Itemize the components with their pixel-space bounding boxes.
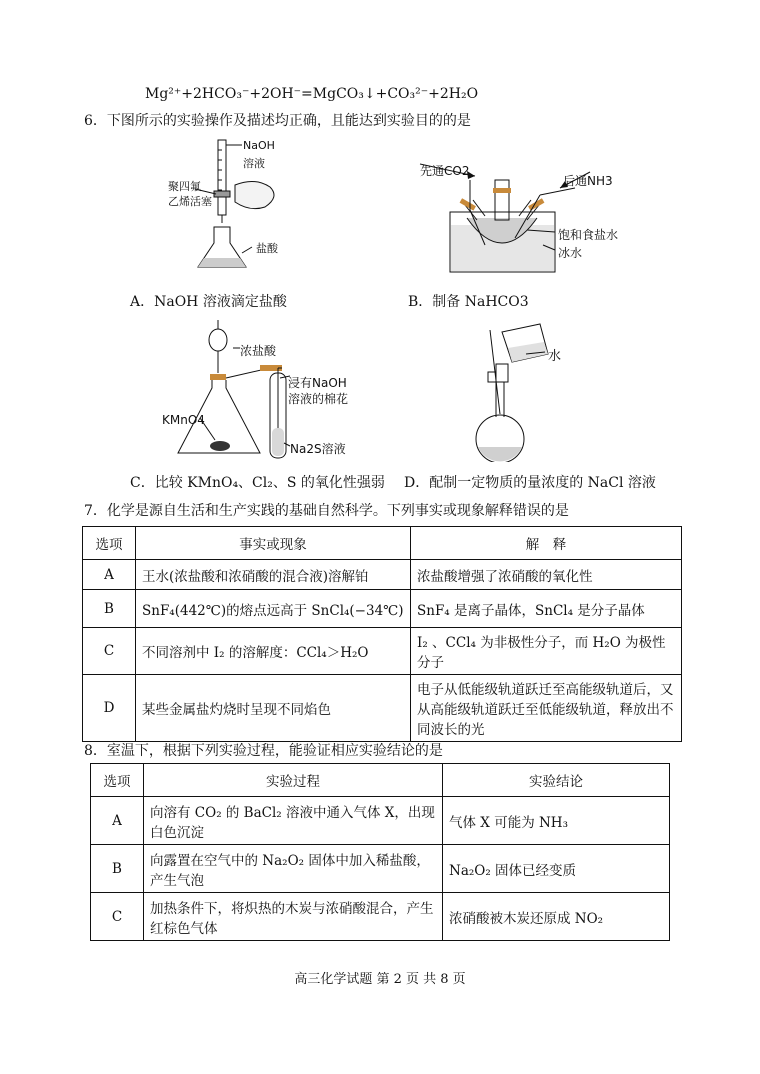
fig-a-label-naoh: NaOH [243,139,275,152]
fact-cell: 某些金属盐灼烧时呈现不同焰色 [136,675,411,742]
fig-c-caption: C．比较 KMnO₄、Cl₂、S 的氧化性强弱 [130,475,385,491]
fig-d-caption: D．配制一定物质的量浓度的 NaCl 溶液 [404,475,656,491]
table-row [91,797,670,845]
table-row [83,675,682,742]
q7-table [82,526,682,742]
header-fact: 事实或现象 [136,527,411,560]
option-d: D [83,675,136,742]
conclusion-cell: Na₂O₂ 固体已经变质 [443,845,670,893]
procedure-cell: 加热条件下，将炽热的木炭与浓硝酸混合，产生红棕色气体 [144,893,443,941]
fig-b-label-co2: 先通CO2 [420,164,470,178]
table-row [91,845,670,893]
header-conclusion: 实验结论 [443,764,670,797]
fig-c-label-na2s: Na2S溶液 [290,442,346,456]
table-row [83,560,682,590]
fig-b-label-brine: 饱和食盐水 [558,228,619,242]
explanation-cell: 浓盐酸增强了浓硝酸的氧化性 [411,560,682,590]
option-a: A [91,797,144,845]
option-b: B [91,845,144,893]
q6-stem: 6．下图所示的实验操作及描述均正确，且能达到实验目的的是 [84,113,471,129]
q7-stem: 7．化学是源自生活和生产实践的基础自然科学。下列事实或现象解释错误的是 [84,503,569,519]
fig-d-label-water: 水 [548,349,562,364]
option-c: C [91,893,144,941]
table-row [83,590,682,628]
conclusion-cell: 浓硝酸被木炭还原成 NO₂ [443,893,670,941]
fig-a-label-solution: 溶液 [243,157,265,170]
explanation-cell: 电子从低能级轨道跃迁至高能级轨道后，又从高能级轨道跃迁至低能级轨道，释放出不同波长的光 [411,675,682,742]
equation-line: Mg²⁺+2HCO₃⁻+2OH⁻=MgCO₃↓+CO₃²⁻+2H₂O [145,86,479,102]
table-row [91,893,670,941]
explanation-cell: I₂ 、CCl₄ 为非极性分子，而 H₂O 为极性分子 [411,628,682,675]
header-option: 选项 [83,527,136,560]
option-c: C [83,628,136,675]
header-procedure: 实验过程 [144,764,443,797]
table-header-row [83,527,682,560]
header-explanation: 解 释 [411,527,682,560]
fig-a-label-acid: 盐酸 [256,242,278,255]
fig-a-caption: A．NaOH 溶液滴定盐酸 [130,294,287,310]
page-footer: 高三化学试题 第 2 页 共 8 页 [294,972,466,987]
fact-cell: SnF₄(442℃)的熔点远高于 SnCl₄(−34℃) [136,590,411,628]
fig-c-label-hcl: 浓盐酸 [240,344,277,358]
table-row [83,628,682,675]
table-header-row [91,764,670,797]
fig-a-label-valve-1: 聚四氟 [168,180,201,193]
fig-c-label-cotton-1: 浸有NaOH [288,376,347,390]
header-option: 选项 [91,764,144,797]
fig-a-label-valve-2: 乙烯活塞 [168,195,212,208]
fig-c-label-cotton-2: 溶液的棉花 [288,392,349,406]
procedure-cell: 向溶有 CO₂ 的 BaCl₂ 溶液中通入气体 X，出现白色沉淀 [144,797,443,845]
procedure-cell: 向露置在空气中的 Na₂O₂ 固体中加入稀盐酸，产生气泡 [144,845,443,893]
fig-b-caption: B．制备 NaHCO3 [408,294,529,310]
option-a: A [83,560,136,590]
explanation-cell: SnF₄ 是离子晶体，SnCl₄ 是分子晶体 [411,590,682,628]
fig-b-label-ice-water: 冰水 [558,246,583,260]
fig-b-label-nh3: 后通NH3 [563,174,613,188]
fact-cell: 王水(浓盐酸和浓硝酸的混合液)溶解铂 [136,560,411,590]
fig-c-label-kmno4: KMnO4 [162,413,205,427]
q8-stem: 8．室温下，根据下列实验过程，能验证相应实验结论的是 [84,743,443,759]
figure-d-volumetric-flask [460,322,570,462]
fact-cell: 不同溶剂中 I₂ 的溶解度：CCl₄＞H₂O [136,628,411,675]
q8-table [90,763,670,941]
conclusion-cell: 气体 X 可能为 NH₃ [443,797,670,845]
option-b: B [83,590,136,628]
